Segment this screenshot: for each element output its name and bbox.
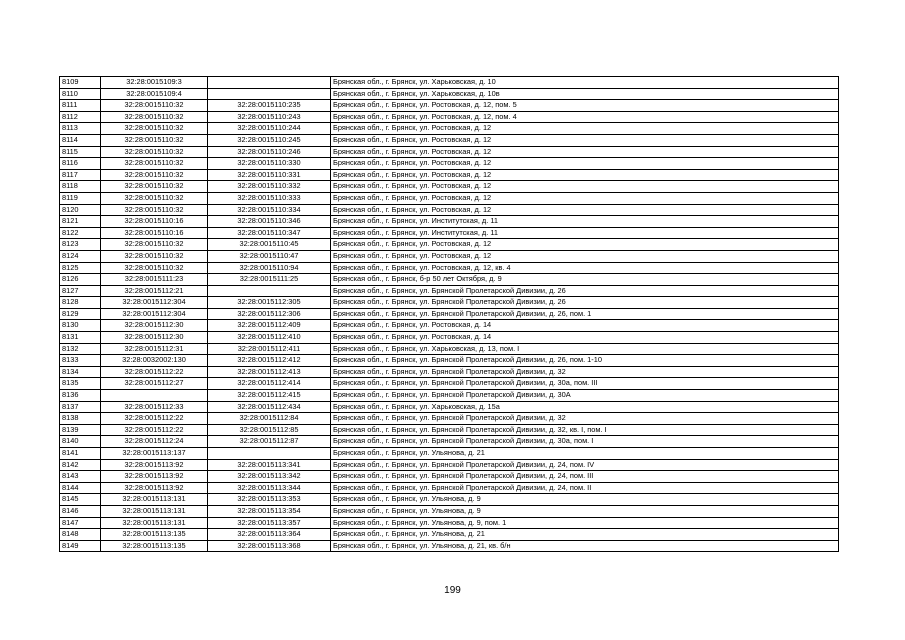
table-row bbox=[60, 320, 839, 332]
row-number-cell: 8133 bbox=[60, 355, 101, 367]
cadastral-object-cell: 32:28:0015112:413 bbox=[208, 366, 331, 378]
table-row bbox=[60, 540, 839, 552]
address-cell: Брянская обл., г. Брянск, ул. Брянской Пролетарской Дивизии, д. 26, пом. 1-10 bbox=[331, 355, 839, 367]
row-number-cell: 8146 bbox=[60, 505, 101, 517]
cadastral-object-cell: 32:28:0015112:410 bbox=[208, 332, 331, 344]
cadastral-object-cell: 32:28:0015112:85 bbox=[208, 424, 331, 436]
table-row bbox=[60, 88, 839, 100]
cadastral-parcel-cell: 32:28:0015112:21 bbox=[101, 285, 208, 297]
cadastral-parcel-cell: 32:28:0015113:135 bbox=[101, 529, 208, 541]
cadastral-object-cell: 32:28:0015110:245 bbox=[208, 134, 331, 146]
cadastral-parcel-cell: 32:28:0015110:32 bbox=[101, 181, 208, 193]
address-cell: Брянская обл., г. Брянск, ул. Брянской Пролетарской Дивизии, д. 26 bbox=[331, 297, 839, 309]
cadastral-parcel-cell: 32:28:0015113:131 bbox=[101, 494, 208, 506]
cadastral-parcel-cell: 32:28:0015112:22 bbox=[101, 366, 208, 378]
address-cell: Брянская обл., г. Брянск, ул. Ростовская, д. 12 bbox=[331, 123, 839, 135]
row-number-cell: 8109 bbox=[60, 77, 101, 89]
address-cell: Брянская обл., г. Брянск, ул. Брянской Пролетарской Дивизии, д. 26 bbox=[331, 285, 839, 297]
cadastral-parcel-cell: 32:28:0015110:32 bbox=[101, 123, 208, 135]
cadastral-parcel-cell: 32:28:0015113:135 bbox=[101, 540, 208, 552]
cadastral-object-cell: 32:28:0015110:330 bbox=[208, 158, 331, 170]
address-cell: Брянская обл., г. Брянск, ул. Брянской Пролетарской Дивизии, д. 24, пом. IV bbox=[331, 459, 839, 471]
page-number: 199 bbox=[444, 585, 461, 596]
address-cell: Брянская обл., г. Брянск, ул. Ульянова, д. 9, пом. 1 bbox=[331, 517, 839, 529]
address-cell: Брянская обл., г. Брянск, ул. Ульянова, д. 21 bbox=[331, 448, 839, 460]
cadastral-object-cell bbox=[208, 448, 331, 460]
address-cell: Брянская обл., г. Брянск, ул. Брянской Пролетарской Дивизии, д. 24, пом. II bbox=[331, 482, 839, 494]
table-row bbox=[60, 424, 839, 436]
cadastral-object-cell: 32:28:0015113:344 bbox=[208, 482, 331, 494]
address-cell: Брянская обл., г. Брянск, ул. Ростовская, д. 14 bbox=[331, 320, 839, 332]
row-number-cell: 8119 bbox=[60, 192, 101, 204]
address-cell: Брянская обл., г. Брянск, ул. Ростовская, д. 12, кв. 4 bbox=[331, 262, 839, 274]
cadastral-object-cell: 32:28:0015110:346 bbox=[208, 216, 331, 228]
cadastral-parcel-cell: 32:28:0015112:22 bbox=[101, 424, 208, 436]
table-row bbox=[60, 448, 839, 460]
cadastral-object-cell: 32:28:0015113:368 bbox=[208, 540, 331, 552]
cadastral-object-cell: 32:28:0015112:409 bbox=[208, 320, 331, 332]
table-row bbox=[60, 274, 839, 286]
cadastral-object-cell: 32:28:0015112:412 bbox=[208, 355, 331, 367]
address-cell: Брянская обл., г. Брянск, ул. Ростовская, д. 12 bbox=[331, 192, 839, 204]
row-number-cell: 8128 bbox=[60, 297, 101, 309]
row-number-cell: 8118 bbox=[60, 181, 101, 193]
address-cell: Брянская обл., г. Брянск, ул. Харьковская, д. 10в bbox=[331, 88, 839, 100]
row-number-cell: 8132 bbox=[60, 343, 101, 355]
address-cell: Брянская обл., г. Брянск, ул. Ульянова, д. 9 bbox=[331, 494, 839, 506]
address-cell: Брянская обл., г. Брянск, ул. Ростовская, д. 12 bbox=[331, 181, 839, 193]
address-cell: Брянская обл., г. Брянск, ул. Ростовская, д. 12 bbox=[331, 146, 839, 158]
cadastral-object-cell: 32:28:0015112:415 bbox=[208, 390, 331, 402]
address-cell: Брянская обл., г. Брянск, ул. Ростовская, д. 12, пом. 4 bbox=[331, 111, 839, 123]
table-row bbox=[60, 390, 839, 402]
table-row bbox=[60, 262, 839, 274]
cadastral-object-cell: 32:28:0015113:342 bbox=[208, 471, 331, 483]
cadastral-object-cell: 32:28:0015110:45 bbox=[208, 239, 331, 251]
table-row bbox=[60, 529, 839, 541]
address-cell: Брянская обл., г. Брянск, ул. Ростовская, д. 12 bbox=[331, 239, 839, 251]
row-number-cell: 8126 bbox=[60, 274, 101, 286]
address-cell: Брянская обл., г. Брянск, ул. Ульянова, д. 21, кв. б/н bbox=[331, 540, 839, 552]
row-number-cell: 8149 bbox=[60, 540, 101, 552]
table-row bbox=[60, 366, 839, 378]
cadastral-parcel-cell: 32:28:0015112:30 bbox=[101, 320, 208, 332]
row-number-cell: 8148 bbox=[60, 529, 101, 541]
row-number-cell: 8147 bbox=[60, 517, 101, 529]
table-row bbox=[60, 239, 839, 251]
row-number-cell: 8112 bbox=[60, 111, 101, 123]
cadastral-parcel-cell: 32:28:0015110:32 bbox=[101, 204, 208, 216]
row-number-cell: 8143 bbox=[60, 471, 101, 483]
row-number-cell: 8117 bbox=[60, 169, 101, 181]
address-cell: Брянская обл., г. Брянск, ул. Институтская, д. 11 bbox=[331, 216, 839, 228]
table-row bbox=[60, 216, 839, 228]
row-number-cell: 8131 bbox=[60, 332, 101, 344]
row-number-cell: 8124 bbox=[60, 250, 101, 262]
cadastral-parcel-cell: 32:28:0015112:30 bbox=[101, 332, 208, 344]
table-row bbox=[60, 77, 839, 89]
address-cell: Брянская обл., г. Брянск, ул. Ростовская, д. 12 bbox=[331, 158, 839, 170]
row-number-cell: 8139 bbox=[60, 424, 101, 436]
table-row bbox=[60, 111, 839, 123]
address-cell: Брянская обл., г. Брянск, ул. Брянской Пролетарской Дивизии, д. 30а, пом. III bbox=[331, 378, 839, 390]
row-number-cell: 8115 bbox=[60, 146, 101, 158]
cadastral-object-cell: 32:28:0015110:332 bbox=[208, 181, 331, 193]
cadastral-parcel-cell: 32:28:0015110:32 bbox=[101, 146, 208, 158]
table-row bbox=[60, 459, 839, 471]
address-cell: Брянская обл., г. Брянск, ул. Ростовская, д. 12, пом. 5 bbox=[331, 100, 839, 112]
cadastral-object-cell: 32:28:0015110:235 bbox=[208, 100, 331, 112]
cadastral-object-cell: 32:28:0015111:25 bbox=[208, 274, 331, 286]
row-number-cell: 8134 bbox=[60, 366, 101, 378]
row-number-cell: 8116 bbox=[60, 158, 101, 170]
address-cell: Брянская обл., г. Брянск, ул. Брянской Пролетарской Дивизии, д. 26, пом. 1 bbox=[331, 308, 839, 320]
table-row bbox=[60, 181, 839, 193]
address-cell: Брянская обл., г. Брянск, ул. Харьковская, д. 15а bbox=[331, 401, 839, 413]
cadastral-parcel-cell bbox=[101, 390, 208, 402]
cadastral-parcel-cell: 32:28:0015112:31 bbox=[101, 343, 208, 355]
cadastral-object-cell: 32:28:0015112:434 bbox=[208, 401, 331, 413]
address-cell: Брянская обл., г. Брянск, ул. Ростовская, д. 12 bbox=[331, 134, 839, 146]
cadastral-parcel-cell: 32:28:0015112:304 bbox=[101, 308, 208, 320]
table-row bbox=[60, 494, 839, 506]
address-cell: Брянская обл., г. Брянск, ул. Ростовская, д. 12 bbox=[331, 169, 839, 181]
cadastral-parcel-cell: 32:28:0015110:32 bbox=[101, 111, 208, 123]
address-cell: Брянская обл., г. Брянск, ул. Институтская, д. 11 bbox=[331, 227, 839, 239]
cadastral-parcel-cell: 32:28:0015110:32 bbox=[101, 158, 208, 170]
row-number-cell: 8135 bbox=[60, 378, 101, 390]
cadastral-object-cell: 32:28:0015113:353 bbox=[208, 494, 331, 506]
registry-table bbox=[59, 76, 839, 552]
row-number-cell: 8110 bbox=[60, 88, 101, 100]
cadastral-object-cell: 32:28:0015113:354 bbox=[208, 505, 331, 517]
cadastral-object-cell: 32:28:0015112:84 bbox=[208, 413, 331, 425]
cadastral-parcel-cell: 32:28:0015112:27 bbox=[101, 378, 208, 390]
table-row bbox=[60, 158, 839, 170]
address-cell: Брянская обл., г. Брянск, ул. Брянской Пролетарской Дивизии, д. 32 bbox=[331, 366, 839, 378]
table-row bbox=[60, 355, 839, 367]
cadastral-parcel-cell: 32:28:0015110:32 bbox=[101, 239, 208, 251]
address-cell: Брянская обл., г. Брянск, ул. Брянской Пролетарской Дивизии, д. 30А bbox=[331, 390, 839, 402]
row-number-cell: 8129 bbox=[60, 308, 101, 320]
cadastral-parcel-cell: 32:28:0015110:32 bbox=[101, 250, 208, 262]
cadastral-parcel-cell: 32:28:0015110:32 bbox=[101, 169, 208, 181]
cadastral-object-cell: 32:28:0015110:331 bbox=[208, 169, 331, 181]
address-cell: Брянская обл., г. Брянск, ул. Брянской Пролетарской Дивизии, д. 30а, пом. I bbox=[331, 436, 839, 448]
cadastral-object-cell: 32:28:0015110:347 bbox=[208, 227, 331, 239]
table-row bbox=[60, 332, 839, 344]
row-number-cell: 8144 bbox=[60, 482, 101, 494]
row-number-cell: 8138 bbox=[60, 413, 101, 425]
table-row bbox=[60, 227, 839, 239]
row-number-cell: 8142 bbox=[60, 459, 101, 471]
cadastral-parcel-cell: 32:28:0015112:33 bbox=[101, 401, 208, 413]
cadastral-object-cell: 32:28:0015110:333 bbox=[208, 192, 331, 204]
cadastral-object-cell: 32:28:0015112:306 bbox=[208, 308, 331, 320]
row-number-cell: 8114 bbox=[60, 134, 101, 146]
table-row bbox=[60, 204, 839, 216]
row-number-cell: 8140 bbox=[60, 436, 101, 448]
table-row bbox=[60, 343, 839, 355]
table-row bbox=[60, 123, 839, 135]
address-cell: Брянская обл., г. Брянск, ул. Ульянова, д. 21 bbox=[331, 529, 839, 541]
table-row bbox=[60, 192, 839, 204]
cadastral-parcel-cell: 32:28:0015110:32 bbox=[101, 262, 208, 274]
cadastral-parcel-cell: 32:28:0015111:23 bbox=[101, 274, 208, 286]
cadastral-object-cell: 32:28:0015113:357 bbox=[208, 517, 331, 529]
row-number-cell: 8122 bbox=[60, 227, 101, 239]
table-row bbox=[60, 308, 839, 320]
cadastral-object-cell: 32:28:0015110:243 bbox=[208, 111, 331, 123]
cadastral-parcel-cell: 32:28:0015110:32 bbox=[101, 134, 208, 146]
table-row bbox=[60, 517, 839, 529]
table-row bbox=[60, 471, 839, 483]
cadastral-parcel-cell: 32:28:0015113:92 bbox=[101, 459, 208, 471]
cadastral-object-cell: 32:28:0015112:305 bbox=[208, 297, 331, 309]
cadastral-object-cell: 32:28:0015110:47 bbox=[208, 250, 331, 262]
row-number-cell: 8125 bbox=[60, 262, 101, 274]
cadastral-parcel-cell: 32:28:0015112:22 bbox=[101, 413, 208, 425]
cadastral-parcel-cell: 32:28:0015110:32 bbox=[101, 100, 208, 112]
table-row bbox=[60, 169, 839, 181]
cadastral-object-cell: 32:28:0015110:246 bbox=[208, 146, 331, 158]
table-row bbox=[60, 250, 839, 262]
table-row bbox=[60, 482, 839, 494]
address-cell: Брянская обл., г. Брянск, ул. Ростовская, д. 14 bbox=[331, 332, 839, 344]
address-cell: Брянская обл., г. Брянск, ул. Харьковская, д. 10 bbox=[331, 77, 839, 89]
address-cell: Брянская обл., г. Брянск, ул. Брянской Пролетарской Дивизии, д. 24, пом. III bbox=[331, 471, 839, 483]
row-number-cell: 8120 bbox=[60, 204, 101, 216]
cadastral-object-cell: 32:28:0015113:364 bbox=[208, 529, 331, 541]
cadastral-parcel-cell: 32:28:0015109:3 bbox=[101, 77, 208, 89]
cadastral-parcel-cell: 32:28:0015110:32 bbox=[101, 192, 208, 204]
row-number-cell: 8123 bbox=[60, 239, 101, 251]
cadastral-object-cell: 32:28:0015112:87 bbox=[208, 436, 331, 448]
cadastral-parcel-cell: 32:28:0015112:24 bbox=[101, 436, 208, 448]
cadastral-parcel-cell: 32:28:0015110:16 bbox=[101, 227, 208, 239]
cadastral-parcel-cell: 32:28:0015113:92 bbox=[101, 482, 208, 494]
cadastral-object-cell bbox=[208, 285, 331, 297]
address-cell: Брянская обл., г. Брянск, ул. Ростовская, д. 12 bbox=[331, 204, 839, 216]
table-row bbox=[60, 285, 839, 297]
cadastral-parcel-cell: 32:28:0015113:137 bbox=[101, 448, 208, 460]
row-number-cell: 8136 bbox=[60, 390, 101, 402]
row-number-cell: 8111 bbox=[60, 100, 101, 112]
table-row bbox=[60, 401, 839, 413]
row-number-cell: 8137 bbox=[60, 401, 101, 413]
table-row bbox=[60, 297, 839, 309]
cadastral-object-cell: 32:28:0015110:94 bbox=[208, 262, 331, 274]
row-number-cell: 8141 bbox=[60, 448, 101, 460]
cadastral-parcel-cell: 32:28:0015112:304 bbox=[101, 297, 208, 309]
address-cell: Брянская обл., г. Брянск, ул. Харьковская, д. 13, пом. I bbox=[331, 343, 839, 355]
cadastral-parcel-cell: 32:28:0015113:92 bbox=[101, 471, 208, 483]
row-number-cell: 8113 bbox=[60, 123, 101, 135]
table-row bbox=[60, 100, 839, 112]
cadastral-object-cell: 32:28:0015113:341 bbox=[208, 459, 331, 471]
table-row bbox=[60, 436, 839, 448]
table-row bbox=[60, 378, 839, 390]
cadastral-object-cell: 32:28:0015110:334 bbox=[208, 204, 331, 216]
address-cell: Брянская обл., г. Брянск, ул. Ульянова, д. 9 bbox=[331, 505, 839, 517]
address-cell: Брянская обл., г. Брянск, б-р 50 лет Октября, д. 9 bbox=[331, 274, 839, 286]
cadastral-parcel-cell: 32:28:0015113:131 bbox=[101, 505, 208, 517]
table-row bbox=[60, 134, 839, 146]
cadastral-parcel-cell: 32:28:0032002:130 bbox=[101, 355, 208, 367]
cadastral-object-cell bbox=[208, 88, 331, 100]
row-number-cell: 8121 bbox=[60, 216, 101, 228]
cadastral-object-cell: 32:28:0015112:411 bbox=[208, 343, 331, 355]
cadastral-object-cell: 32:28:0015110:244 bbox=[208, 123, 331, 135]
cadastral-object-cell bbox=[208, 77, 331, 89]
cadastral-object-cell: 32:28:0015112:414 bbox=[208, 378, 331, 390]
table-row bbox=[60, 413, 839, 425]
address-cell: Брянская обл., г. Брянск, ул. Ростовская, д. 12 bbox=[331, 250, 839, 262]
address-cell: Брянская обл., г. Брянск, ул. Брянской Пролетарской Дивизии, д. 32 bbox=[331, 413, 839, 425]
row-number-cell: 8127 bbox=[60, 285, 101, 297]
row-number-cell: 8130 bbox=[60, 320, 101, 332]
row-number-cell: 8145 bbox=[60, 494, 101, 506]
address-cell: Брянская обл., г. Брянск, ул. Брянской Пролетарской Дивизии, д. 32, кв. I, пом. I bbox=[331, 424, 839, 436]
table-row bbox=[60, 146, 839, 158]
cadastral-parcel-cell: 32:28:0015113:131 bbox=[101, 517, 208, 529]
registry-table-body bbox=[60, 77, 839, 552]
cadastral-parcel-cell: 32:28:0015109:4 bbox=[101, 88, 208, 100]
cadastral-parcel-cell: 32:28:0015110:16 bbox=[101, 216, 208, 228]
table-row bbox=[60, 505, 839, 517]
